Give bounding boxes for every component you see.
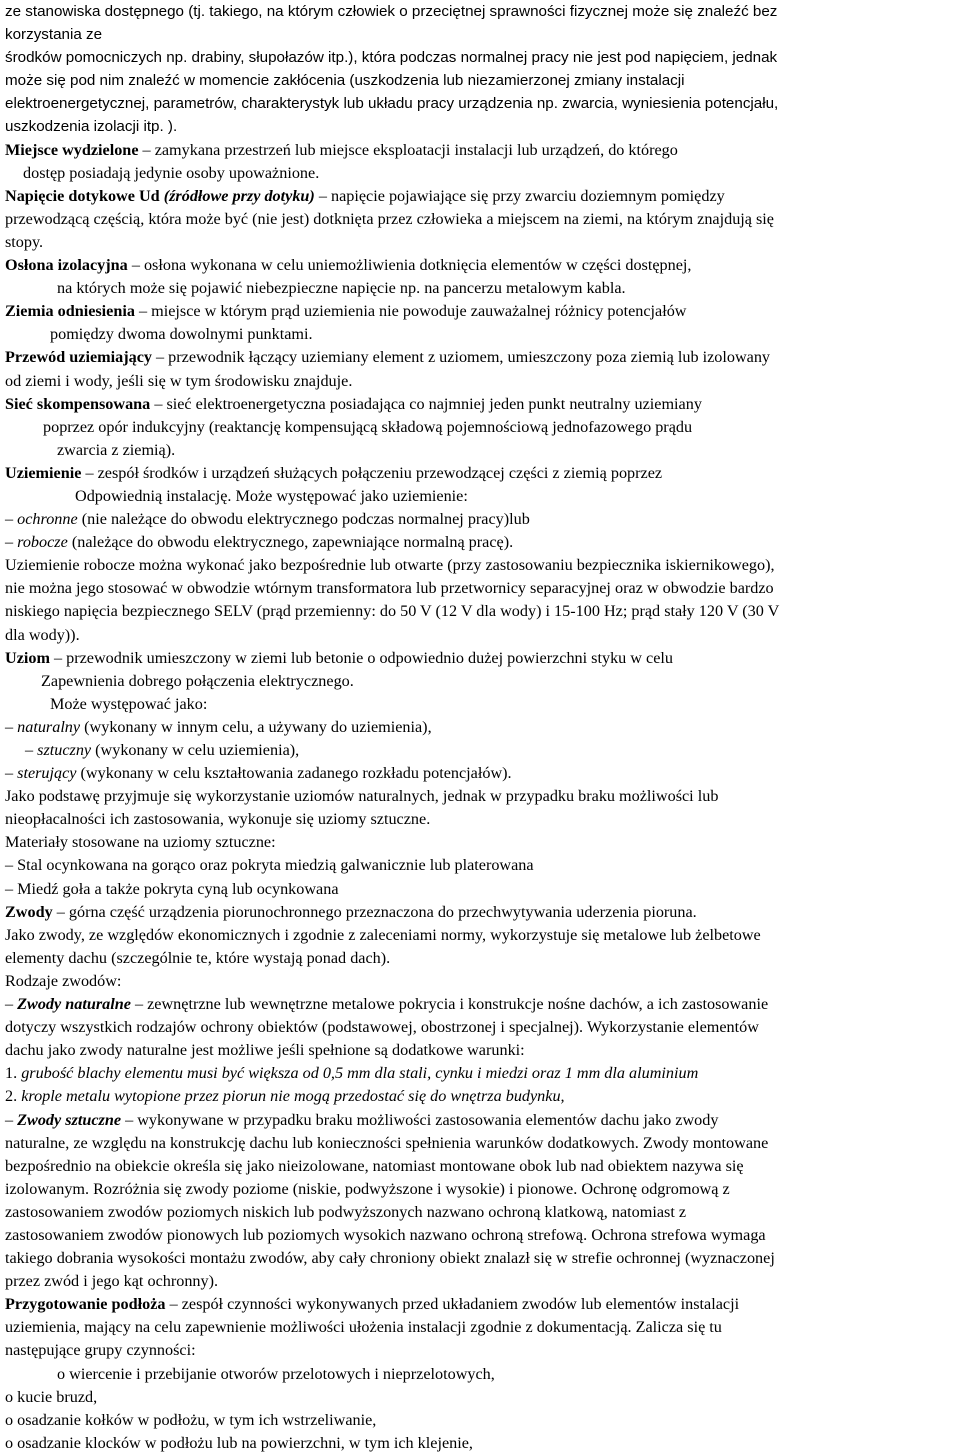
text-segment: ), która podczas normalnej pracy nie jest pod napięciem, jednak xyxy=(348,49,778,67)
text-segment: ochronne xyxy=(17,510,78,529)
text-segment: dachu jako zwody naturalne jest możliwe jeśli spełnione są dodatkowe warunki: xyxy=(5,1041,525,1060)
text-segment: grubość blachy elementu musi być większa od 0,5 mm dla stali, cynku i miedzi oraz 1 mm dla aluminium xyxy=(21,1064,699,1083)
text-segment: – górna część urządzenia piorunochronnego przeznaczona do przechwytywania uderzenia pioruna. xyxy=(52,902,697,921)
text-line xyxy=(5,1062,954,1085)
text-line xyxy=(5,785,954,808)
term-heading: Zwody sztuczne xyxy=(17,1110,122,1129)
term-heading: Ziemia odniesienia xyxy=(5,302,135,321)
text-segment: 2. xyxy=(5,1087,22,1106)
text-segment: uszkodzenia izolacji itp. ). xyxy=(5,118,178,136)
text-line xyxy=(5,693,954,716)
text-segment: – napięcie pojawiające się przy zwarciu doziemnym pomiędzy xyxy=(314,186,725,205)
text-segment: Uziemienie robocze można wykonać jako bezpośrednie lub otwarte (przy zastosowaniu bezpiecznika iskiernikowego), xyxy=(5,556,775,575)
text-line xyxy=(5,1224,954,1247)
text-segment: na których może się pojawić niebezpieczne napięcie np. na pancerzu metalowym kabla. xyxy=(57,279,626,298)
text-segment: – osłona wykonana w celu uniemożliwienia dotknięcia elementów w części dostępnej, xyxy=(127,256,692,275)
text-segment: – zamykana przestrzeń lub miejsce eksploatacji instalacji lub urządzeń, do którego xyxy=(138,140,678,159)
text-segment: nie można jego stosować w obwodzie wtórnym transformatora lub przetwornicy separacyjnej oraz w obwodzie bardzo xyxy=(5,579,774,598)
text-segment: – zespół czynności wykonywanych przed układaniem zwodów lub elementów instalacji xyxy=(165,1295,740,1314)
term-heading: Zwody xyxy=(5,902,53,921)
text-segment: (wykonany w innym celu, a używany do uziemienia), xyxy=(80,717,432,736)
text-segment: poprzez opór indukcyjny (reaktancję kompensującą składową pojemnościową jednofazowego prądu xyxy=(43,417,693,436)
text-line xyxy=(5,1016,954,1039)
text-segment: dotyczy wszystkich rodzajów ochrony obiektów (podstawowej, obostrzonej i specjalnej). Wykorzystanie elementów xyxy=(5,1018,759,1037)
term-heading: Sieć skompensowana xyxy=(5,394,151,413)
text-line xyxy=(5,162,954,185)
text-segment: następujące grupy czynności: xyxy=(5,1341,196,1360)
text-line xyxy=(5,670,954,693)
text-segment: krople metalu wytopione przez piorun nie mogą przedostać się do wnętrza budynku, xyxy=(21,1087,565,1106)
text-segment: naturalne, ze względu na konstrukcję dachu lub konieczności spełnienia warunków dodatkowych. Zwody montowane xyxy=(5,1133,769,1152)
text-line xyxy=(5,1432,954,1455)
text-segment: – xyxy=(25,741,38,759)
text-line xyxy=(5,924,954,947)
text-segment: – Stal ocynkowana na gorąco oraz pokryta miedzią galwanicznie lub platerowana xyxy=(5,856,534,875)
text-segment: – xyxy=(5,995,18,1014)
text-line xyxy=(5,1085,954,1108)
text-segment: – xyxy=(5,1110,18,1129)
text-line xyxy=(5,370,954,393)
text-line xyxy=(5,1270,954,1293)
text-segment: o osadzanie kołków w podłożu, w tym ich wstrzeliwanie, xyxy=(5,1410,377,1429)
text-segment: od ziemi i wody, jeśli się w tym środowisku znajduje. xyxy=(5,371,353,390)
text-line xyxy=(5,254,954,277)
text-segment: – xyxy=(5,764,18,783)
text-line xyxy=(5,1201,954,1224)
term-heading: Miejsce wydzielone xyxy=(5,140,139,159)
text-line xyxy=(5,554,954,577)
text-segment: elementy dachu (szczególnie te, które wystają ponad dach). xyxy=(5,948,391,967)
text-line xyxy=(5,808,954,831)
text-segment: Może występować jako: xyxy=(50,694,208,713)
text-segment: dla wody)). xyxy=(5,625,80,644)
text-line xyxy=(5,69,954,92)
text-segment: Jako zwody, ze względów ekonomicznych i zgodnie z zaleceniami normy, wykorzystuje się metalowe lub żelbetowe xyxy=(5,925,761,944)
text-segment: zastosowaniem zwodów poziomych niskich lub podwyższonych nazwano ochroną klatkową, natomiast z xyxy=(5,1202,687,1221)
text-line xyxy=(5,600,954,623)
text-line xyxy=(5,462,954,485)
text-line xyxy=(5,1363,954,1386)
text-line xyxy=(5,1039,954,1062)
text-segment: – sieć elektroenergetyczna posiadająca co najmniej jeden punkt neutralny uziemiany xyxy=(150,394,702,413)
text-segment: dostęp posiadają jedynie osoby upoważnione. xyxy=(23,163,320,182)
text-segment: sztuczny xyxy=(37,741,92,759)
text-line xyxy=(5,1155,954,1178)
text-segment: przewodzącą częścią, która może być (nie jest) dotknięta przez człowieka a miejscem na ziemi, na którym znajdują się xyxy=(5,209,774,228)
term-heading: Przewód uziemiający xyxy=(5,348,152,367)
term-heading: Przygotowanie podłoża xyxy=(5,1295,166,1314)
term-heading: Uziemienie xyxy=(5,463,82,482)
text-line xyxy=(5,1247,954,1270)
text-segment: środków pomocniczych np. drabiny, słupołazów itp. xyxy=(5,49,349,67)
text-segment: przez zwód i jego kąt ochronny). xyxy=(5,1272,219,1291)
text-segment: robocze xyxy=(17,533,68,552)
text-line xyxy=(5,393,954,416)
text-line xyxy=(5,878,954,901)
text-segment: o osadzanie klocków w podłożu lub na powierzchni, w tym ich klejenie, xyxy=(5,1433,473,1452)
text-line xyxy=(5,485,954,508)
text-segment: o wiercenie i przebijanie otworów przelotowych i nieprzelotowych, xyxy=(57,1364,495,1383)
text-line xyxy=(5,647,954,670)
text-segment: zastosowaniem zwodów pionowych lub poziomych wysokich nazwano ochroną strefową. Ochrona strefowa wymaga xyxy=(5,1225,766,1244)
text-segment: zwarcia z ziemią). xyxy=(57,440,176,459)
text-segment: niskiego napięcia bezpiecznego SELV (prąd przemienny: do 50 V (12 V dla wody) i 15-100 Hz; prąd stały 120 V (30 V xyxy=(5,602,780,621)
text-line xyxy=(5,508,954,531)
text-line xyxy=(5,346,954,369)
text-segment: o kucie bruzd, xyxy=(5,1387,98,1406)
text-line xyxy=(5,323,954,346)
text-segment: naturalny xyxy=(17,717,81,736)
text-segment: Rodzaje zwodów: xyxy=(5,971,122,990)
text-line xyxy=(5,1409,954,1432)
text-segment: (nie należące do obwodu elektrycznego podczas normalnej pracy)lub xyxy=(77,510,530,529)
text-line xyxy=(5,92,954,115)
text-segment: ze stanowiska dostępnego (tj. takiego, na którym człowiek o przeciętnej sprawności fizycznej może się znaleźć bez xyxy=(5,3,778,20)
text-line xyxy=(5,1293,954,1316)
text-line xyxy=(5,739,954,762)
text-segment: (wykonany w celu kształtowania zadanego rozkładu potencjałów). xyxy=(76,764,512,783)
term-heading: Napięcie dotykowe Ud xyxy=(5,186,160,205)
text-segment: pomiędzy dwoma dowolnymi punktami. xyxy=(50,325,313,344)
text-segment: (wykonany w celu uziemienia), xyxy=(91,741,300,759)
text-segment: uziemienia, mający na celu zapewnienie możliwości ułożenia instalacji zgodnie z dokumentacją. Zalicza się tu xyxy=(5,1318,722,1337)
text-line xyxy=(5,1178,954,1201)
text-segment: – miejsce w którym prąd uziemienia nie powoduje zauważalnej różnicy potencjałów xyxy=(134,302,687,321)
text-line xyxy=(5,531,954,554)
text-line xyxy=(5,416,954,439)
text-segment: – zewnętrzne lub wewnętrzne metalowe pokrycia i konstrukcje nośne dachów, a ich zastosowanie xyxy=(130,995,769,1014)
text-line xyxy=(5,300,954,323)
text-segment: Odpowiednią instalację. Może występować jako uziemienie: xyxy=(75,486,468,505)
text-segment: Zapewnienia dobrego połączenia elektrycznego. xyxy=(41,671,354,690)
text-segment: 1. xyxy=(5,1064,22,1083)
text-line xyxy=(5,1339,954,1362)
term-heading: Zwody naturalne xyxy=(17,995,131,1014)
text-segment: – przewodnik łączący uziemiany element z uziomem, umieszczony poza ziemią lub izolowany xyxy=(151,348,771,367)
text-line xyxy=(5,0,954,23)
text-line xyxy=(5,577,954,600)
text-line xyxy=(5,231,954,254)
text-segment: elektroenergetycznej, parametrów, charakterystyk lub układu pracy urządzenia np. zwarcia, wyniesienia potencjału, xyxy=(5,95,779,113)
text-segment: stopy. xyxy=(5,232,44,251)
text-line xyxy=(5,1132,954,1155)
text-segment: takiego dobrania wysokości montażu zwodów, aby cały chroniony obiekt znalazł się w strefie ochronnej (wyznaczonej xyxy=(5,1249,775,1268)
text-segment: może się pod nim znaleźć w momencie zakłócenia (uszkodzenia lub niezamierzonej zmiany instalacji xyxy=(5,72,685,90)
text-segment: nieopłacalności ich zastosowania, wykonuje się uziomy sztuczne. xyxy=(5,810,431,829)
text-line xyxy=(5,1109,954,1132)
text-line xyxy=(5,115,954,138)
text-segment: – xyxy=(5,717,18,736)
term-heading: Osłona izolacyjna xyxy=(5,256,128,275)
text-line xyxy=(5,185,954,208)
text-line xyxy=(5,993,954,1016)
text-line xyxy=(5,23,954,46)
text-line xyxy=(5,947,954,970)
term-heading: Uziom xyxy=(5,648,50,667)
text-line xyxy=(5,970,954,993)
text-segment: – xyxy=(5,510,18,529)
text-line xyxy=(5,854,954,877)
text-segment: – przewodnik umieszczony w ziemi lub betonie o odpowiednio dużej powierzchni styku w celu xyxy=(49,648,674,667)
text-segment: sterujący xyxy=(17,764,77,783)
term-heading: (źródłowe przy dotyku) xyxy=(163,186,315,205)
text-line xyxy=(5,277,954,300)
text-segment: izolowanym. Rozróżnia się zwody poziome (niskie, podwyższone i wysokie) i pionowe. Ochronę odgromową z xyxy=(5,1179,730,1198)
text-line xyxy=(5,208,954,231)
text-segment: bezpośrednio na obiekcie określa się jako nieizolowane, natomiast montowane obok lub nad obiektem nazywa się xyxy=(5,1156,744,1175)
text-segment: (należące do obwodu elektrycznego, zapewniające normalną pracę). xyxy=(67,533,514,552)
text-line xyxy=(5,439,954,462)
text-line xyxy=(5,762,954,785)
text-line xyxy=(5,1316,954,1339)
text-line xyxy=(5,624,954,647)
text-segment: korzystania ze xyxy=(5,26,103,44)
text-segment: – wykonywane w przypadku braku możliwości zastosowania elementów dachu jako zwody xyxy=(121,1110,719,1129)
text-segment: Jako podstawę przyjmuje się wykorzystanie uziomów naturalnych, jednak w przypadku braku możliwości lub xyxy=(5,787,719,806)
text-segment: – Miedź goła a także pokryta cyną lub ocynkowana xyxy=(5,879,339,898)
text-line xyxy=(5,46,954,69)
text-line xyxy=(5,716,954,739)
text-segment: – zespół środków i urządzeń służących połączeniu przewodzącej części z ziemią poprzez xyxy=(81,463,663,482)
text-line xyxy=(5,831,954,854)
text-line xyxy=(5,1386,954,1409)
text-line xyxy=(5,139,954,162)
text-segment: Materiały stosowane na uziomy sztuczne: xyxy=(5,833,276,852)
text-line xyxy=(5,901,954,924)
text-segment: – xyxy=(5,533,18,552)
